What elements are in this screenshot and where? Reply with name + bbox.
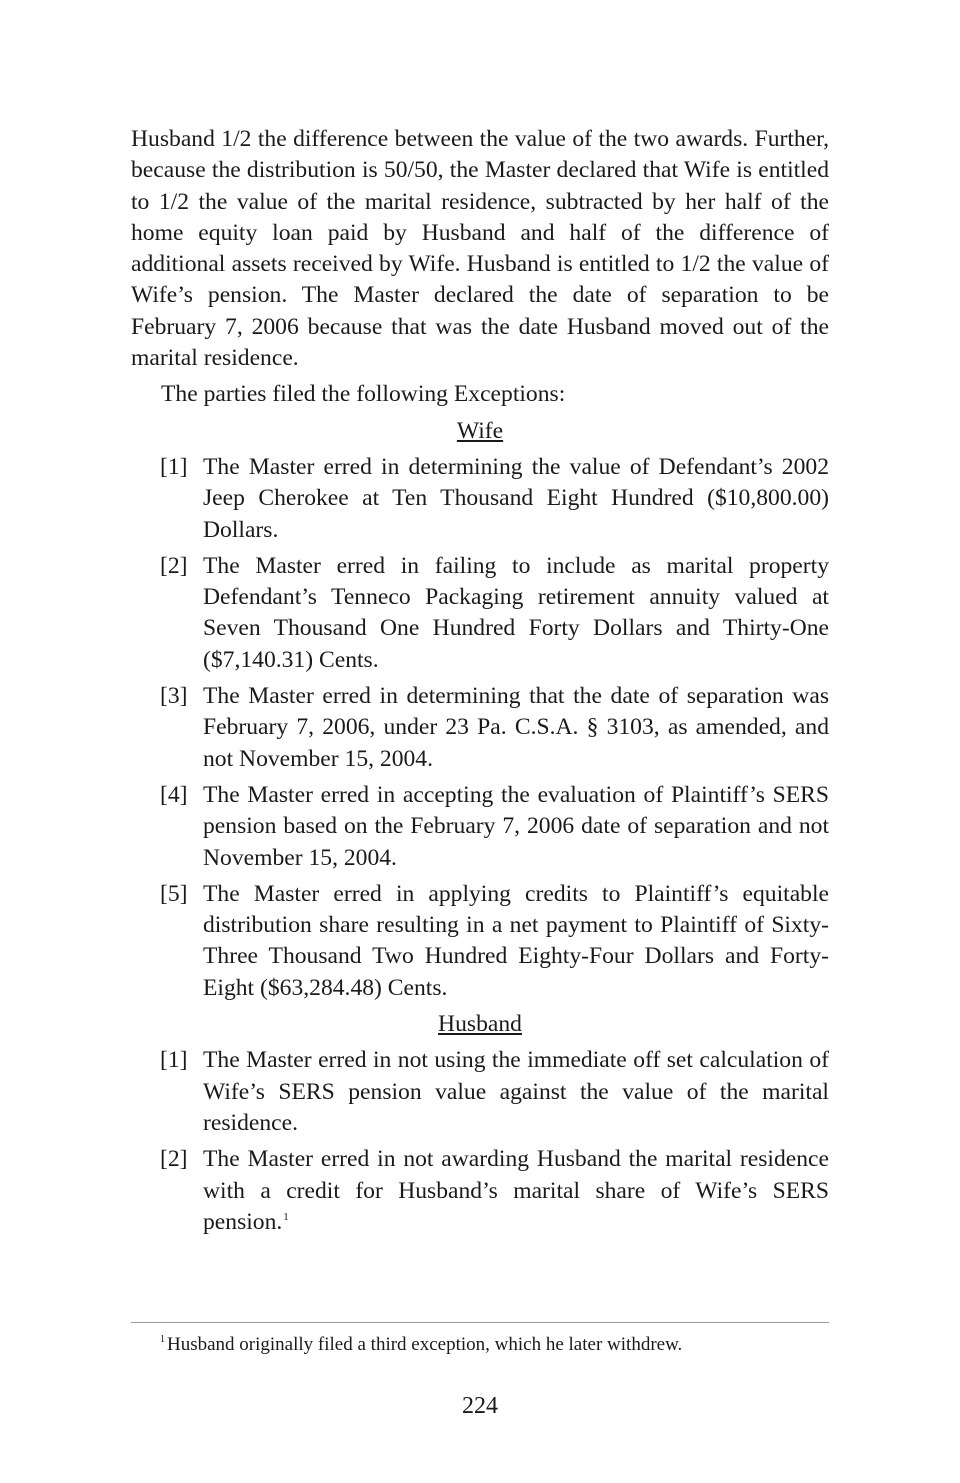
exception-text: The Master erred in not using the immediate off set calculation of Wife’s SERS pension value against the value of the marital residence.	[203, 1047, 829, 1136]
exception-text: The Master erred in applying credits to Plaintiff’s equitable distribution share resulting in a net payment to Plaintiff of Sixty-Three Thousand Two Hundred Eighty-Four Dollars and Forty-Eight ($63,284.48) Cents.	[203, 880, 829, 1001]
footnote-reference[interactable]: 1	[283, 1210, 289, 1223]
wife-exceptions-list	[131, 452, 829, 1004]
exception-number: [4]	[160, 781, 188, 808]
wife-exception-1	[131, 452, 829, 546]
exception-number: [2]	[160, 552, 188, 579]
exception-text-wrapper	[203, 1144, 829, 1238]
footnote	[160, 1333, 829, 1357]
wife-exception-2	[131, 551, 829, 676]
exception-number: [3]	[160, 683, 188, 710]
husband-exception-1	[131, 1045, 829, 1139]
exception-text: The Master erred in not awarding Husband the marital residence with a credit for Husband’s marital share of Wife’s SERS pension.	[203, 1146, 829, 1235]
wife-exception-4	[131, 780, 829, 874]
exception-text: The Master erred in determining the value of Defendant’s 2002 Jeep Cherokee at Ten Thousand Eight Hundred ($10,800.00) Dollars.	[203, 453, 829, 543]
exception-number: [1]	[160, 1047, 188, 1074]
footnote-text: Husband originally filed a third exception, which he later withdrew.	[167, 1334, 683, 1355]
page-body	[131, 124, 829, 1238]
footnote-marker: 1	[160, 1334, 165, 1345]
page-number: 224	[462, 1393, 498, 1419]
husband-heading: Husband	[438, 1011, 522, 1038]
wife-heading: Wife	[456, 417, 504, 444]
footnote-divider	[131, 1322, 829, 1323]
opening-paragraph: Husband 1/2 the difference between the value of the two awards. Further, because the distribution is 50/50, the Master declared that Wife is entitled to 1/2 the value of the marital residence, subtracted by her half of the home equity loan paid by Husband and half of the difference of additional assets received by Wife. Husband is entitled to 1/2 the value of Wife’s pension. The Master declared the date of separation to be February 7, 2006 because that was the date Husband moved out of the marital residence.	[131, 126, 829, 372]
husband-exceptions-list	[131, 1045, 829, 1238]
wife-exception-3	[131, 681, 829, 775]
exception-number: [2]	[160, 1146, 188, 1173]
exception-number: [1]	[160, 453, 188, 480]
exceptions-intro: The parties filed the following Exceptions:	[161, 381, 566, 408]
husband-exception-2	[131, 1144, 829, 1238]
exception-text: The Master erred in failing to include as marital property Defendant’s Tenneco Packaging retirement annuity valued at Seven Thousand One Hundred Forty Dollars and Thirty-One ($7,140.31) Cents.	[203, 552, 829, 673]
exception-text: The Master erred in accepting the evaluation of Plaintiff’s SERS pension based on the February 7, 2006 date of separation and not November 15, 2004.	[203, 781, 829, 871]
exception-number: [5]	[160, 880, 188, 907]
exception-text: The Master erred in determining that the date of separation was February 7, 2006, under 23 Pa. C.S.A. § 3103, as amended, and not November 15, 2004.	[203, 683, 829, 772]
wife-exception-5	[131, 879, 829, 1004]
